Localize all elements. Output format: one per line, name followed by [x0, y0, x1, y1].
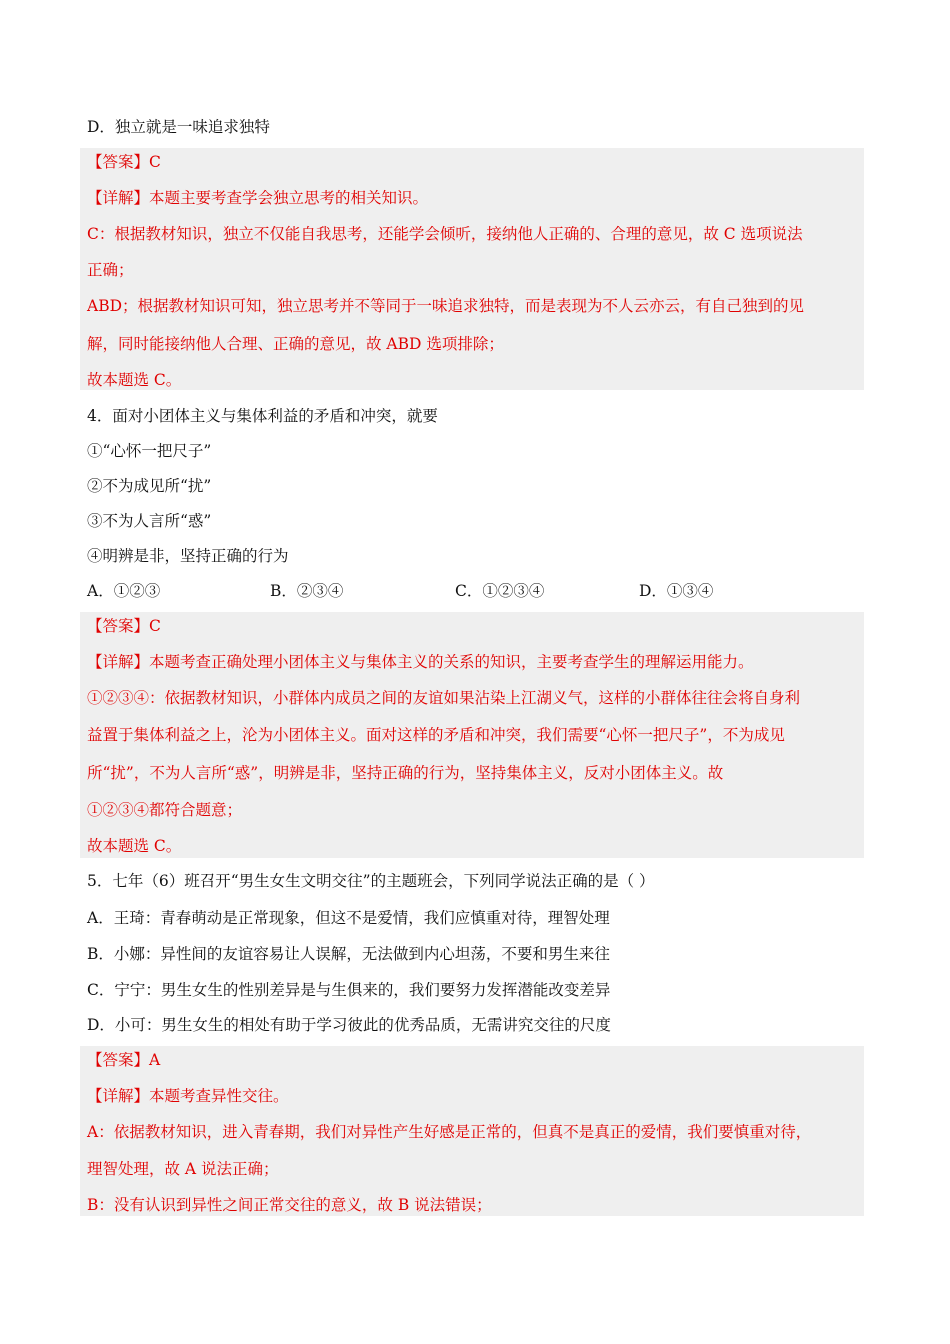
- q5-explanation-a-line1: A：依据教材知识，进入青春期，我们对异性产生好感是正常的，但真不是真正的爱情，我们要慎重对待，: [87, 1123, 812, 1141]
- q5-option-b: B．小娜：异性间的友谊容易让人误解，无法做到内心坦荡，不要和男生来往: [87, 945, 610, 963]
- q4-option-d: D．①③④: [639, 582, 714, 600]
- q4-item-1: ①“心怀一把尺子”: [87, 442, 212, 460]
- q5-detail: 【详解】本题考查异性交往。: [87, 1087, 289, 1105]
- q3-answer: 【答案】C: [87, 153, 161, 171]
- q3-explanation-c-line2: 正确；: [87, 261, 134, 279]
- q4-explanation-line2: 益置于集体利益之上，沦为小团体主义。面对这样的矛盾和冲突，我们需要“心怀一把尺子”，不为成见: [87, 726, 785, 744]
- q4-explanation-line1: ①②③④：依据教材知识，小群体内成员之间的友谊如果沾染上江湖义气，这样的小群体往往会将自身利: [87, 689, 801, 707]
- q4-item-4: ④明辨是非，坚持正确的行为: [87, 547, 289, 565]
- q5-option-d: D．小可：男生女生的相处有助于学习彼此的优秀品质，无需讲究交往的尺度: [87, 1016, 611, 1034]
- q4-answer: 【答案】C: [87, 617, 161, 635]
- q4-explanation-line3: 所“扰”，不为人言所“惑”，明辨是非，坚持正确的行为，坚持集体主义，反对小团体主义。故: [87, 764, 724, 782]
- q4-option-a: A．①②③: [87, 582, 161, 600]
- q3-explanation-abd-line2: 解，同时能接纳他人合理、正确的意见，故 ABD 选项排除；: [87, 335, 504, 353]
- q3-detail: 【详解】本题主要考查学会独立思考的相关知识。: [87, 189, 429, 207]
- q5-stem: 5．七年（6）班召开“男生女生文明交往”的主题班会，下列同学说法正确的是（ ）: [87, 872, 655, 890]
- q3-explanation-c-line1: C：根据教材知识，独立不仅能自我思考，还能学会倾听，接纳他人正确的、合理的意见，故 C 选项说法: [87, 225, 803, 243]
- q3-conclusion: 故本题选 C。: [87, 371, 182, 389]
- q4-detail: 【详解】本题考查正确处理小团体主义与集体主义的关系的知识，主要考查学生的理解运用能力。: [87, 653, 754, 671]
- q3-explanation-abd-line1: ABD；根据教材知识可知，独立思考并不等同于一味追求独特，而是表现为不人云亦云，有自己独到的见: [87, 297, 805, 315]
- q4-explanation-line4: ①②③④都符合题意；: [87, 801, 243, 819]
- q4-option-c: C．①②③④: [455, 582, 545, 600]
- q4-item-3: ③不为人言所“惑”: [87, 512, 212, 530]
- q5-answer: 【答案】A: [87, 1051, 161, 1069]
- q5-explanation-a-line2: 理智处理，故 A 说法正确；: [87, 1160, 279, 1178]
- q5-explanation-b-line1: B：没有认识到异性之间正常交往的意义，故 B 说法错误；: [87, 1196, 492, 1214]
- q4-stem: 4．面对小团体主义与集体利益的矛盾和冲突，就要: [87, 407, 438, 425]
- q5-option-a: A．王琦：青春萌动是正常现象，但这不是爱情，我们应慎重对待，理智处理: [87, 909, 610, 927]
- q5-option-c: C．宁宁：男生女生的性别差异是与生俱来的，我们要努力发挥潜能改变差异: [87, 981, 611, 999]
- q4-item-2: ②不为成见所“扰”: [87, 477, 212, 495]
- q4-conclusion: 故本题选 C。: [87, 837, 182, 855]
- q3-option-d: D．独立就是一味追求独特: [87, 118, 270, 136]
- q4-option-b: B．②③④: [270, 582, 344, 600]
